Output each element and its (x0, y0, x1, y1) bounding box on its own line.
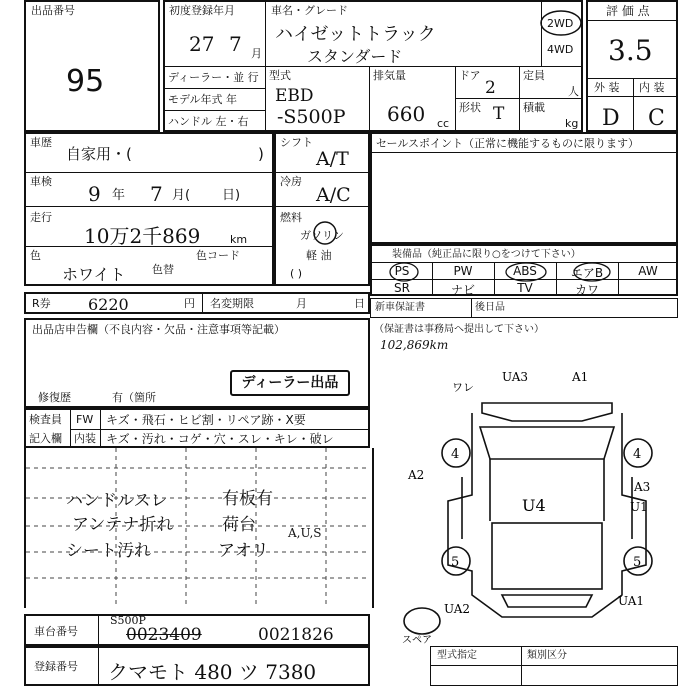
details-box (24, 132, 274, 286)
equip-leather: カワ (574, 283, 599, 297)
car-name: ハイゼットトラック (275, 24, 436, 45)
note-left-2: アンテナ折れ (72, 515, 174, 535)
int-label: 内 装 (639, 81, 665, 94)
damage-diagram (372, 355, 678, 655)
diag-spare: スペア (402, 635, 432, 646)
after-label: 後日品 (475, 302, 505, 313)
color-label: 色 (30, 249, 41, 262)
inspection-m: 月( (172, 188, 191, 203)
disp-label: 排気量 (373, 69, 406, 82)
model-label: 型式 (269, 69, 291, 82)
inspector-label-2: 記入欄 (29, 432, 62, 445)
declaration-label: 出品店申告欄（不良内容・欠品・注意事項等記載） (32, 323, 285, 336)
plate-label: 登録番号 (34, 660, 78, 673)
reg-month-unit: 月 (251, 47, 262, 60)
lot-label: 出品番号 (31, 4, 75, 17)
history-label: 車歴 (30, 136, 52, 149)
plate-box (24, 646, 370, 686)
declaration-box (24, 318, 370, 408)
diag-ware: ワレ (452, 381, 474, 394)
diag-a1: A1 (572, 370, 589, 384)
equipment-label: 装備品（純正品に限り○をつけて下さい） (392, 249, 581, 260)
equip-pw: PW (453, 264, 473, 278)
fuel-paren: ( ) (290, 267, 303, 280)
equipment-box (370, 244, 678, 296)
warranty-box (370, 298, 678, 318)
fuel-label: 燃料 (280, 211, 302, 224)
fuel-circle (312, 220, 338, 246)
diag-4-right: 4 (633, 447, 642, 462)
diag-u1: U1 (630, 500, 648, 514)
fuel-diesel: 軽 油 (306, 249, 332, 262)
inspection-y: 年 (112, 188, 126, 203)
door-value: 2 (485, 78, 496, 98)
car-grade: スタンダード (307, 47, 403, 66)
warranty-note: （保証書は事務局へ提出して下さい） (374, 324, 544, 335)
note-right-3: アオリ (218, 541, 269, 561)
fuel-gas: ガソリン (300, 229, 344, 242)
name-change-month: 月 (296, 297, 307, 310)
dealer-stamp (230, 370, 350, 396)
color-change: 色替 (152, 263, 174, 276)
category-label: 類別区分 (527, 650, 567, 661)
int-grade: C (648, 106, 665, 131)
chassis-struck: 0023409 (126, 625, 202, 645)
name-change-label: 名変期限 (210, 297, 254, 310)
plate-value: クマモト 480 ツ 7380 (108, 660, 317, 684)
diag-u4: U4 (522, 496, 546, 515)
recycle-box (24, 292, 370, 314)
name-change-day: 日 (354, 297, 365, 310)
fw-items: キズ・飛石・ヒビ割・リペア跡・X要 (106, 413, 306, 427)
color-value: ホワイト (62, 265, 126, 284)
diag-4-left: 4 (451, 447, 460, 462)
inspection-month: 7 (150, 182, 163, 206)
chassis-prefix: S500P (110, 614, 146, 627)
diag-5-left: 5 (451, 555, 460, 570)
lot-number: 95 (66, 64, 105, 99)
designation-label: 型式指定 (437, 650, 477, 661)
history-value: 自家用・( (66, 145, 132, 163)
inspection-year: 9 (88, 182, 101, 206)
fw-label: FW (76, 413, 94, 426)
dealer-stamp-text: ディーラー出品 (241, 375, 339, 391)
shift-label: シフト (280, 136, 313, 149)
handle-label: ハンドル 左・右 (168, 115, 249, 128)
notes-dash-lines (26, 448, 370, 608)
equipment-circles (384, 256, 674, 282)
ext-label: 外 装 (594, 81, 620, 94)
diag-ua3: UA3 (502, 370, 529, 384)
shift-box (274, 132, 370, 286)
drive-2wd: 2WD (547, 17, 574, 30)
int-items-label: 内装 (74, 432, 96, 445)
equip-tv: TV (517, 281, 533, 295)
capacity-label: 定員 (523, 69, 545, 82)
recycle-label: R券 (32, 297, 51, 310)
diag-5-right: 5 (633, 555, 642, 570)
lot-box (24, 0, 160, 132)
color-code: 色コード (196, 249, 240, 262)
inspection-label: 車検 (30, 175, 52, 188)
diag-a3: A3 (634, 480, 651, 494)
shift-value: A/T (316, 148, 349, 170)
drive-circle (539, 8, 583, 38)
shape-value: T (493, 104, 505, 124)
chassis-value: 0021826 (258, 625, 334, 645)
inspector-label: 検査員 (29, 413, 62, 426)
dealer-label: ディーラー・並 行 (168, 71, 259, 84)
car-label: 車名・グレード (271, 4, 348, 17)
reg-year: 27 (189, 32, 215, 56)
equip-sr: SR (394, 281, 410, 295)
sales-label: セールスポイント（正常に機能するものに限ります） (376, 137, 640, 150)
model-year-label: モデル年式 年 (168, 93, 237, 106)
notes-area (24, 448, 374, 608)
note-left-3: シート汚れ (66, 541, 151, 561)
rating-score: 3.5 (608, 34, 653, 67)
capacity-unit: 人 (568, 85, 579, 98)
equip-airbag: エアB (570, 266, 604, 280)
rating-box (586, 0, 678, 132)
ext-grade: D (602, 106, 620, 131)
door-label: ドア (459, 69, 481, 82)
model-code: -S500P (277, 106, 346, 128)
load-unit: kg (565, 117, 579, 130)
equip-ps: PS (394, 264, 410, 278)
diag-ua1: UA1 (618, 594, 645, 608)
disp-value: 660 (387, 102, 426, 126)
inspection-d: 日) (222, 188, 241, 203)
recycle-unit: 円 (184, 297, 195, 310)
shape-label: 形状 (459, 101, 481, 114)
chassis-box (24, 614, 370, 646)
equip-aw: AW (638, 264, 658, 278)
equip-navi: ナビ (450, 283, 475, 297)
note-extra: A,U,S (288, 526, 322, 540)
repair-value: 有（箇所 (112, 391, 156, 404)
history-close: ) (258, 145, 264, 163)
int-items: キズ・汚れ・コゲ・穴・スレ・キレ・破レ (106, 432, 334, 446)
ac-value: A/C (316, 184, 351, 206)
chassis-label: 車台番号 (34, 625, 78, 638)
disp-unit: cc (437, 117, 450, 130)
mileage-label: 走行 (30, 211, 52, 224)
sales-box (370, 132, 678, 244)
note-right-1: 有板有 (222, 489, 273, 509)
mileage-value: 10万2千869 (84, 224, 201, 248)
rating-label: 評 価 点 (606, 4, 650, 18)
vehicle-info-box (163, 0, 583, 132)
note-right-2: 荷台 (222, 515, 256, 535)
recycle-value: 6220 (88, 295, 129, 314)
warranty-label: 新車保証書 (375, 302, 425, 313)
reg-label: 初度登録年月 (169, 4, 235, 17)
ac-label: 冷房 (280, 175, 302, 188)
drive-4wd: 4WD (547, 43, 574, 56)
diag-ua2: UA2 (444, 602, 471, 616)
reg-month: 7 (229, 32, 242, 56)
load-label: 積載 (523, 101, 545, 114)
diag-a2: A2 (408, 468, 425, 482)
inspector-box (24, 408, 370, 448)
mileage-unit: km (230, 233, 248, 246)
warranty-value: 102,869km (380, 338, 449, 352)
designation-box (430, 646, 678, 686)
repair-label: 修復歴 (38, 391, 71, 404)
note-left-1: ハンドルスレ (66, 491, 168, 511)
equip-abs: ABS (513, 264, 537, 278)
model-prefix: EBD (275, 86, 314, 106)
